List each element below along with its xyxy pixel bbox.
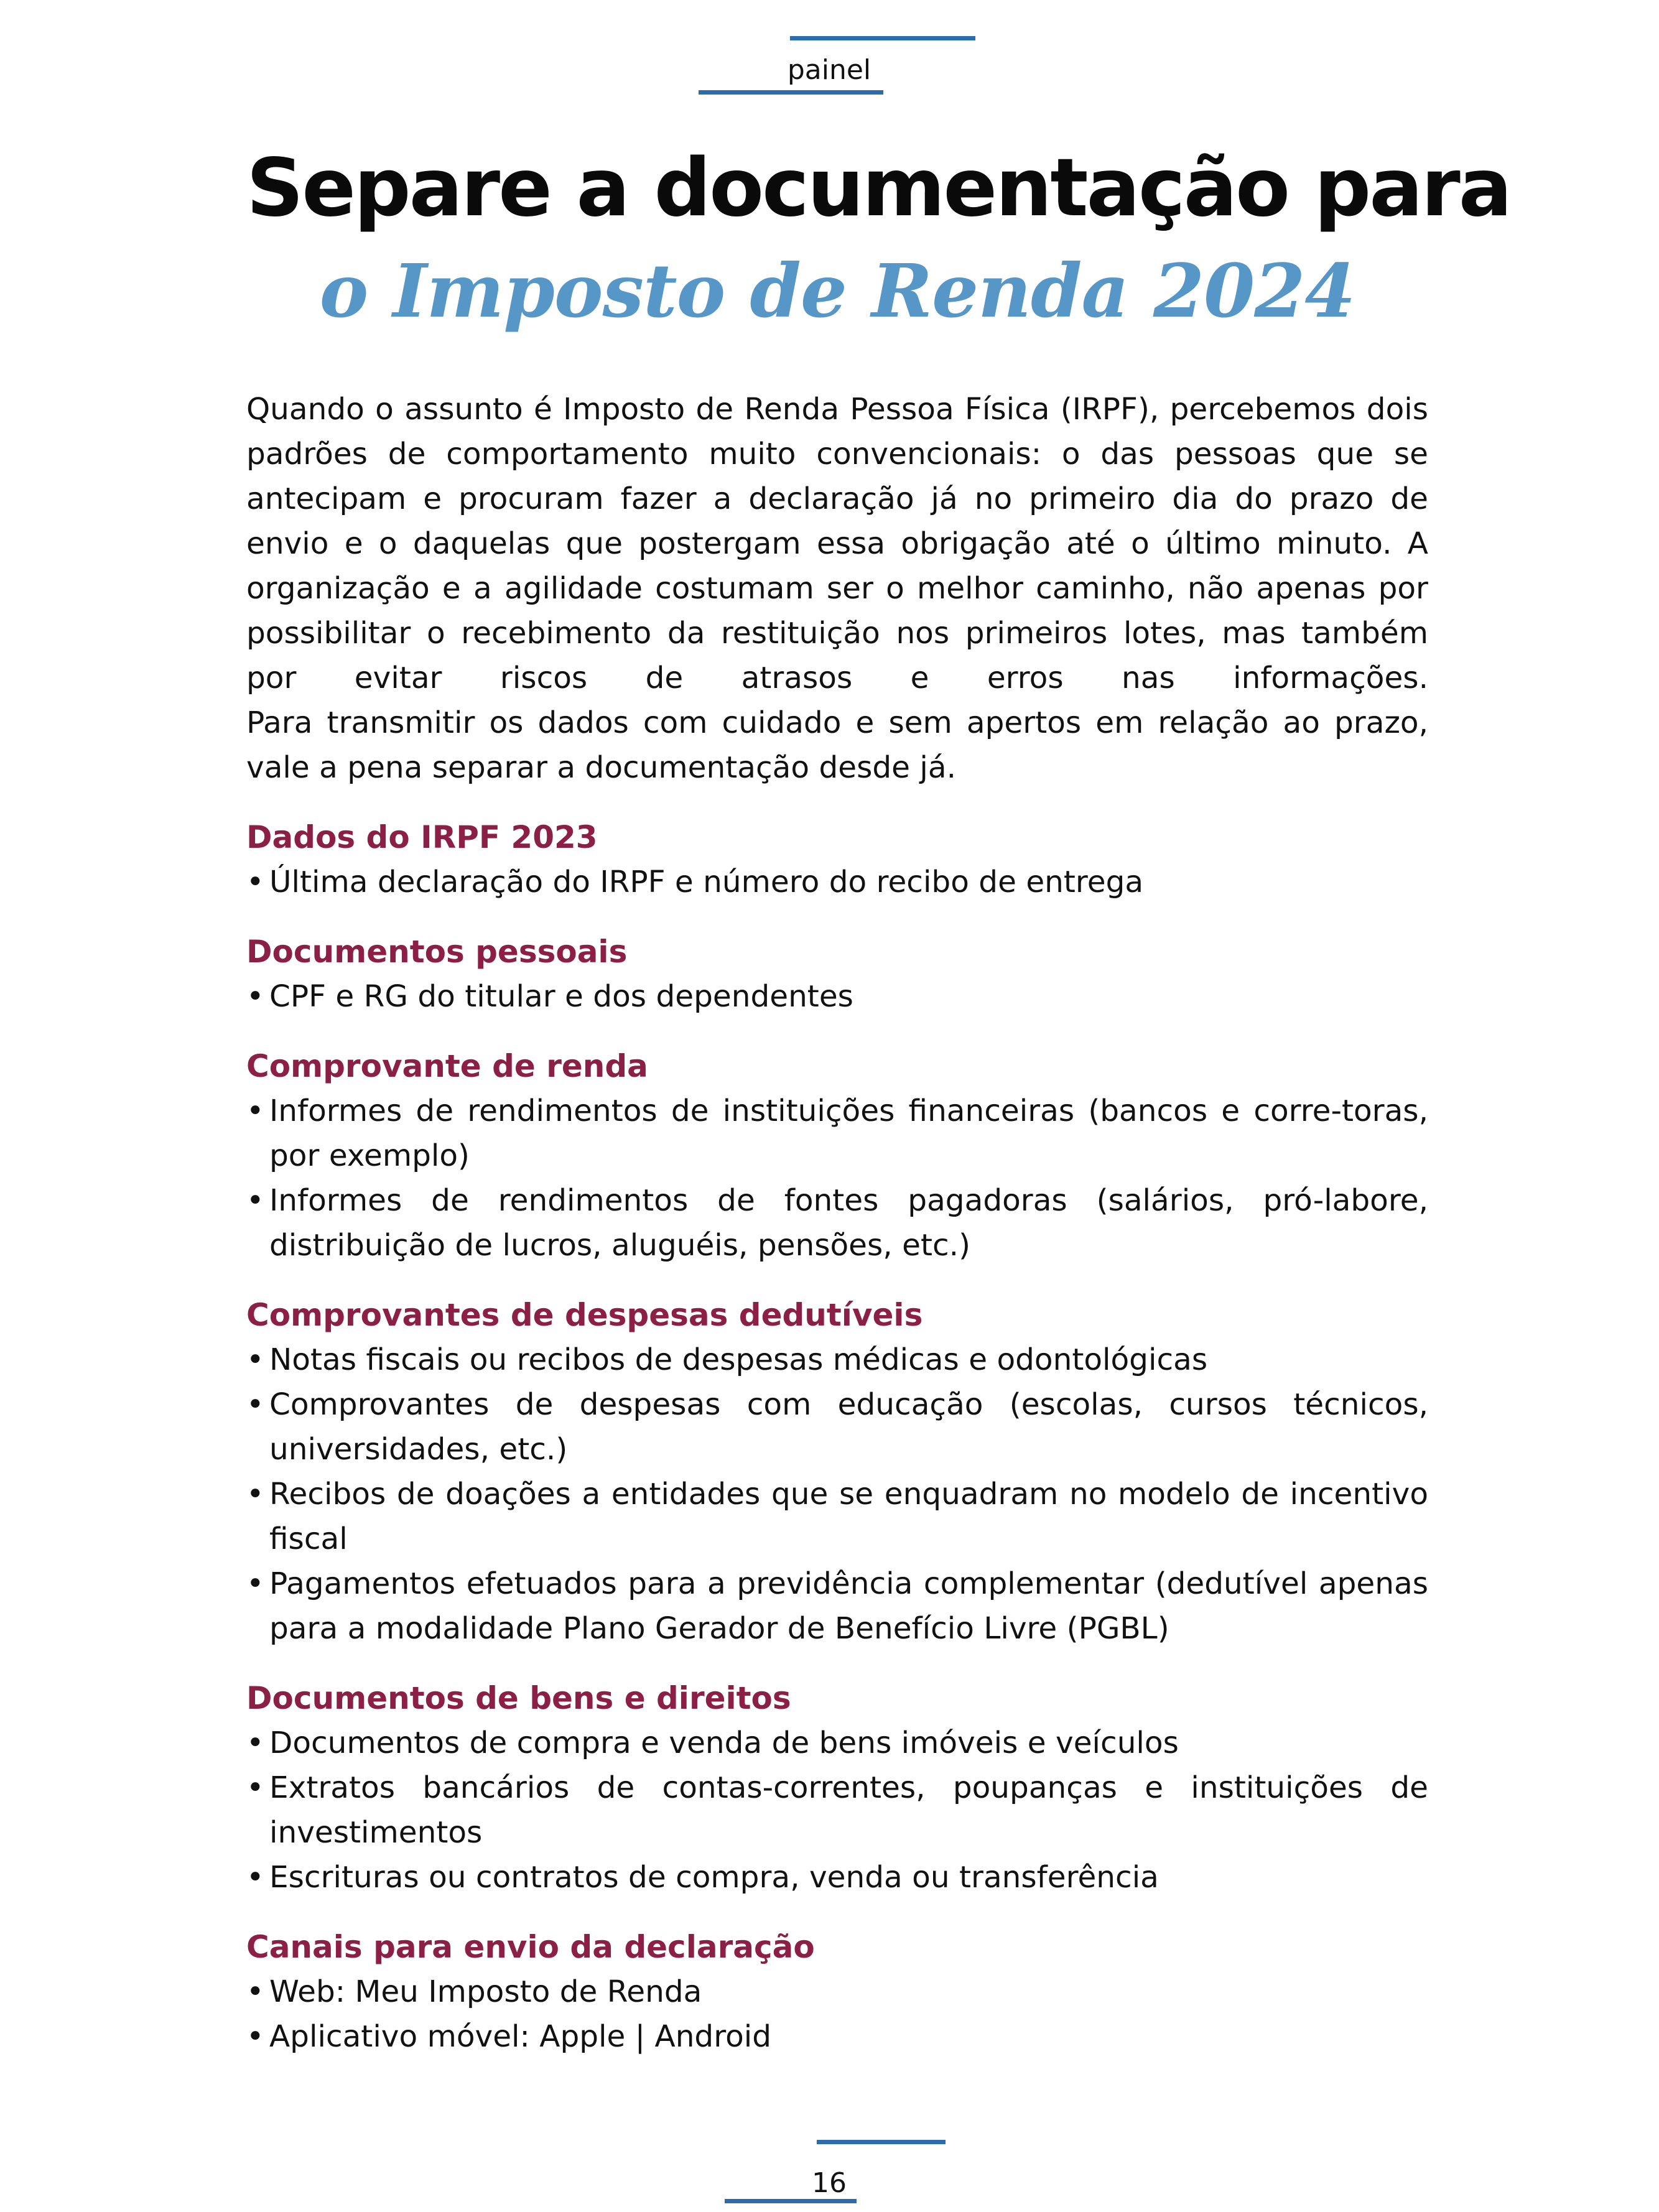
- list-item: • Recibos de doações a entidades que se enquadram no modelo de incentivo fiscal: [246, 1472, 1428, 1561]
- article-body: [246, 387, 1428, 2059]
- header-rule-bottom: [699, 90, 883, 95]
- section-heading: Dados do IRPF 2023: [246, 819, 598, 855]
- list-item: • Última declaração do IRPF e número do recibo de entrega: [246, 860, 1428, 904]
- page-number: 16: [812, 2167, 847, 2199]
- section-documentos-pessoais: [246, 929, 1428, 1019]
- list-item: • Extratos bancários de contas-correntes, poupanças e instituições de investimentos: [246, 1765, 1428, 1855]
- intro-paragraph: Quando o assunto é Imposto de Renda Pessoa Física (IRPF), percebemos dois padrões de comportamento muito convencionais: o das pessoas que se antecipam e procuram fazer a declaração já no primeiro dia do prazo de envio e o daquelas que postergam essa obrigação até o último minuto. A organização e a agilidade costumam ser o melhor caminho, não apenas por possibilitar o recebimento da restituição nos primeiros lotes, mas também por evitar riscos de atrasos e erros nas informações.: [246, 392, 1428, 695]
- footer-rule-top: [817, 2140, 946, 2144]
- section-irpf-2023: [246, 815, 1428, 904]
- list-item: • CPF e RG do titular e dos dependentes: [246, 974, 1428, 1019]
- section-heading: Documentos pessoais: [246, 934, 628, 970]
- section-bens-direitos: [246, 1676, 1428, 1900]
- section-tag: painel: [787, 54, 871, 86]
- list-item: • Informes de rendimentos de instituições financeiras (bancos e corre-toras, por exemplo): [246, 1089, 1428, 1178]
- header-rule-top: [790, 36, 975, 40]
- list-item: • Informes de rendimentos de fontes pagadoras (salários, pró-labore, distribuição de lucros, aluguéis, pensões, etc.): [246, 1178, 1428, 1268]
- section-heading: Comprovantes de despesas dedutíveis: [246, 1297, 923, 1333]
- list-item: • Pagamentos efetuados para a previdência complementar (dedutível apenas para a modalidade Plano Gerador de Benefício Livre (PGBL): [246, 1561, 1428, 1651]
- list-item: • Aplicativo móvel: Apple | Android: [246, 2014, 1428, 2059]
- bullet-list: [246, 860, 1428, 904]
- list-item: • Notas fiscais ou recibos de despesas médicas e odontológicas: [246, 1337, 1428, 1382]
- intro-paragraph: Para transmitir os dados com cuidado e sem apertos em relação ao prazo, vale a pena separar a documentação desde já.: [246, 705, 1428, 785]
- bullet-list: [246, 974, 1428, 1019]
- bullet-list: [246, 1969, 1428, 2059]
- bullet-list: [246, 1721, 1428, 1900]
- footer-rule-bottom: [725, 2199, 857, 2203]
- section-canais-envio: [246, 1925, 1428, 2059]
- list-item: • Comprovantes de despesas com educação (escolas, cursos técnicos, universidades, etc.): [246, 1382, 1428, 1472]
- section-heading: Documentos de bens e direitos: [246, 1680, 791, 1716]
- page-subtitle: o Imposto de Renda 2024: [319, 248, 1355, 334]
- section-despesas-dedutiveis: [246, 1293, 1428, 1651]
- page-title: Separe a documentação para: [246, 142, 1511, 235]
- section-heading: Comprovante de renda: [246, 1048, 648, 1084]
- list-item: • Documentos de compra e venda de bens imóveis e veículos: [246, 1721, 1428, 1765]
- section-heading: Canais para envio da declaração: [246, 1929, 815, 1965]
- list-item: • Escrituras ou contratos de compra, venda ou transferência: [246, 1855, 1428, 1900]
- bullet-list: [246, 1337, 1428, 1651]
- section-comprovante-renda: [246, 1044, 1428, 1268]
- list-item: • Web: Meu Imposto de Renda: [246, 1969, 1428, 2014]
- bullet-list: [246, 1089, 1428, 1268]
- intro: [246, 387, 1428, 790]
